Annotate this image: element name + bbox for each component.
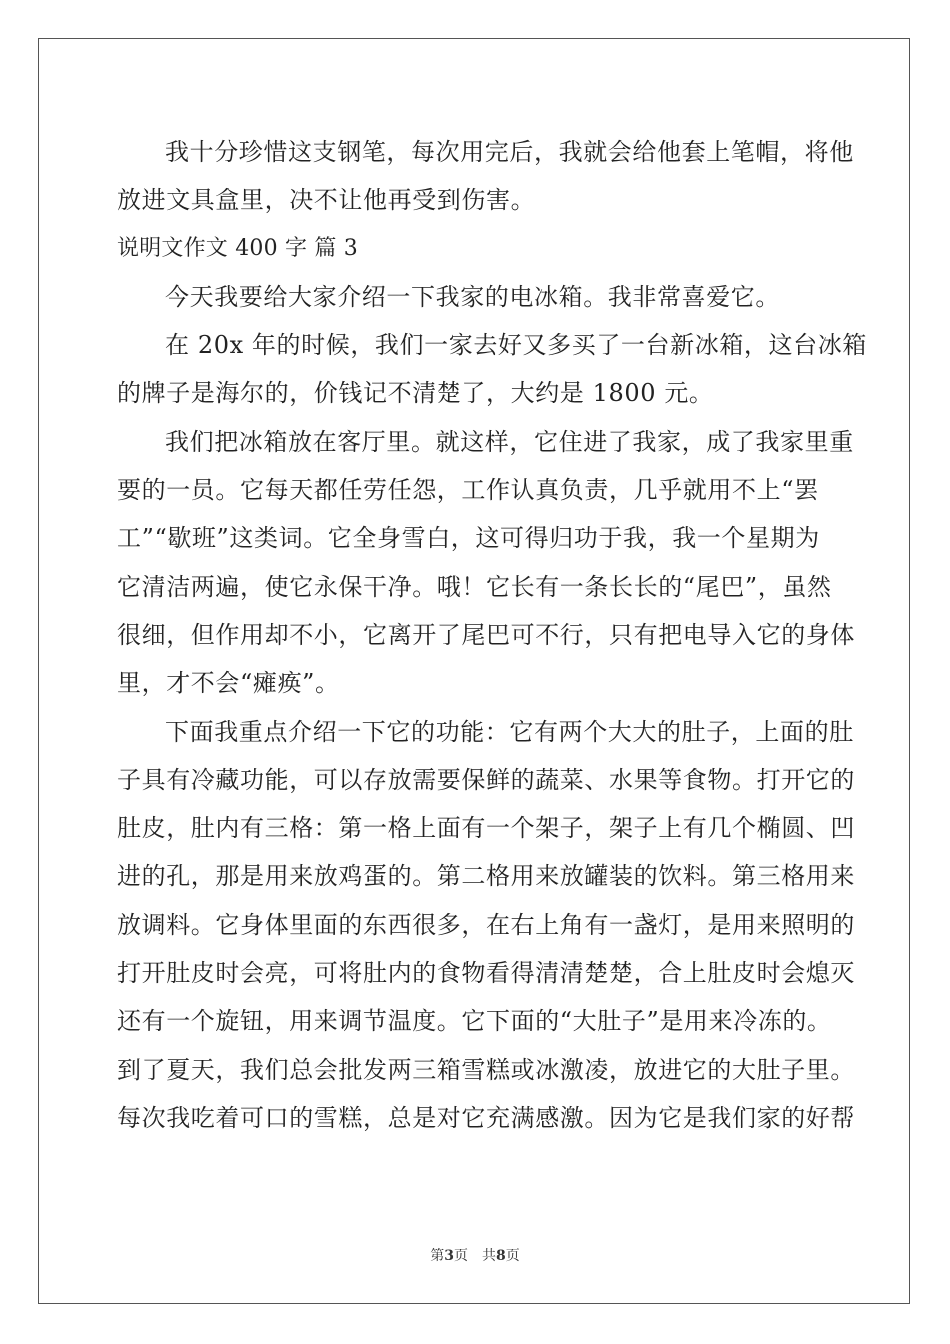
- text-line: 工”“歇班”这类词。它全身雪白，这可得归功于我，我一个星期为: [117, 524, 820, 553]
- text-line: 到了夏天，我们总会批发两三箱雪糕或冰激凌，放进它的大肚子里。: [117, 1055, 855, 1084]
- text-line: 我们把冰箱放在客厅里。就这样，它住进了我家，成了我家里重: [165, 427, 854, 456]
- text-line: 放调料。它身体里面的东西很多，在右上角有一盏灯，是用来照明的: [117, 910, 855, 939]
- text-line: 还有一个旋钮，用来调节温度。它下面的“大肚子”是用来冷冻的。: [117, 1007, 832, 1036]
- section-heading: 说明文作文 400 字 篇 3: [117, 235, 358, 261]
- text-line: 进的孔，那是用来放鸡蛋的。第二格用来放罐装的饮料。第三格用来: [117, 862, 855, 891]
- text-line: 的牌子是海尔的，价钱记不清楚了，大约是 1800 元。: [117, 379, 714, 408]
- text-line: 我十分珍惜这支钢笔，每次用完后，我就会给他套上笔帽，将他: [165, 138, 854, 166]
- page-footer: [0, 1245, 950, 1265]
- text-line: 它清洁两遍，使它永保干净。哦！它长有一条长长的“尾巴”，虽然: [117, 572, 832, 601]
- text-line: 今天我要给大家介绍一下我家的电冰箱。我非常喜爱它。: [165, 282, 780, 311]
- document-body: [117, 128, 867, 1142]
- page-number-prefix: 第: [430, 1248, 445, 1264]
- text-line: 下面我重点介绍一下它的功能：它有两个大大的肚子，上面的肚: [165, 717, 854, 746]
- text-line: 很细，但作用却不小，它离开了尾巴可不行，只有把电导入它的身体: [117, 620, 855, 649]
- page-number-current: 3: [444, 1248, 454, 1264]
- page-total-count: 8: [496, 1248, 506, 1264]
- text-line: 里，才不会“瘫痪”。: [117, 669, 340, 698]
- text-line: 子具有冷藏功能，可以存放需要保鲜的蔬菜、水果等食物。打开它的: [117, 765, 855, 794]
- page-total-prefix: 共: [482, 1248, 496, 1264]
- text-line: 在 20x 年的时候，我们一家去好又多买了一台新冰箱，这台冰箱: [165, 331, 867, 360]
- page-total-suffix: 页: [505, 1248, 520, 1264]
- text-line: 每次我吃着可口的雪糕，总是对它充满感激。因为它是我们家的好帮: [117, 1103, 855, 1132]
- text-line: 要的一员。它每天都任劳任怨，工作认真负责，几乎就用不上“罢: [117, 476, 819, 505]
- page-number-suffix: 页: [454, 1248, 468, 1264]
- text-line: 肚皮，肚内有三格：第一格上面有一个架子，架子上有几个椭圆、凹: [117, 814, 855, 843]
- text-line: 打开肚皮时会亮，可将肚内的食物看得清清楚楚，合上肚皮时会熄灭: [117, 959, 855, 988]
- text-line: 放进文具盒里，决不让他再受到伤害。: [117, 186, 536, 215]
